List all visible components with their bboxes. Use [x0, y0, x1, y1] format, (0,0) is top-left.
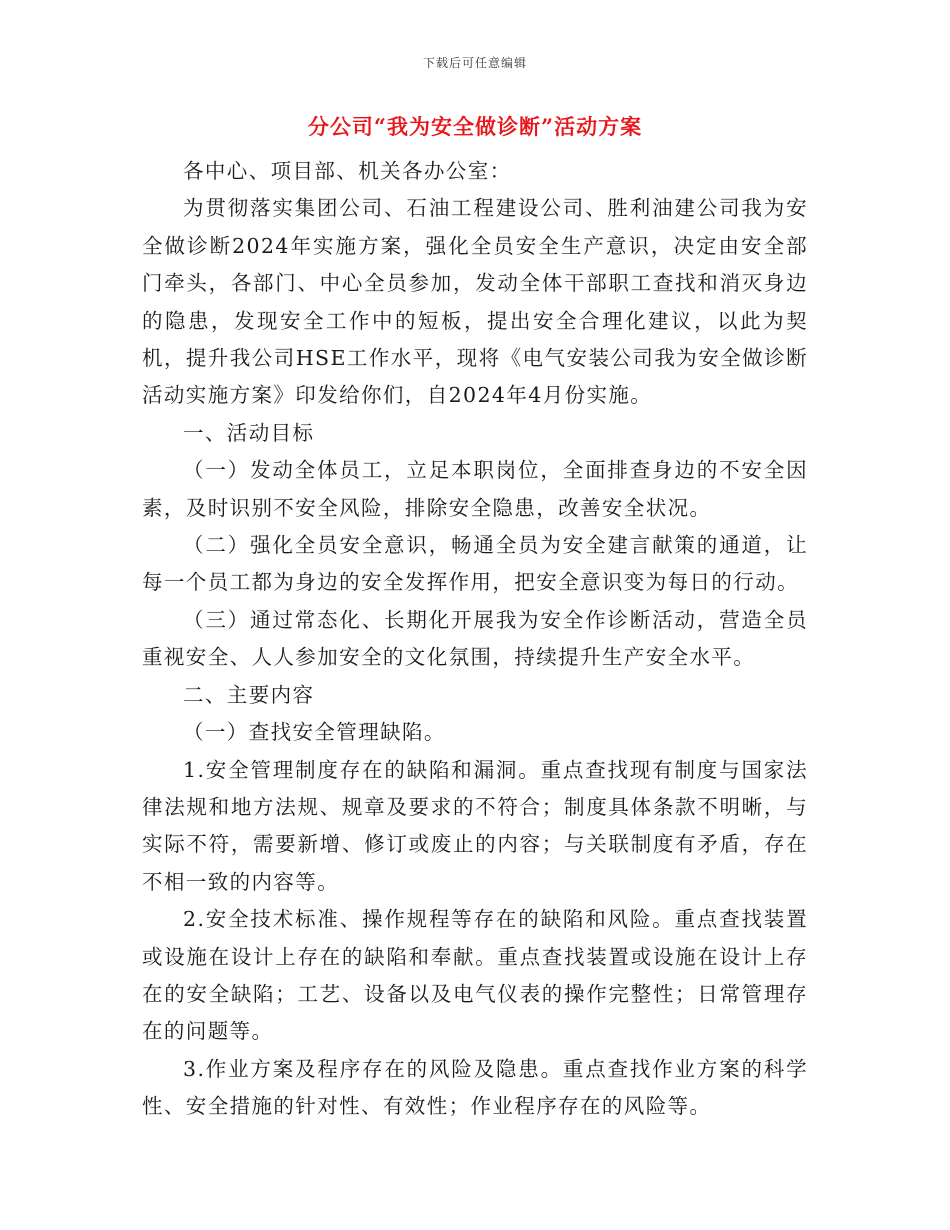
document-title: 分公司“我为安全做诊断”活动方案	[307, 114, 643, 139]
header-note: 下载后可任意编辑	[422, 56, 527, 70]
section-heading-content: 二、主要内容	[183, 682, 315, 707]
content-item-1: 1.安全管理制度存在的缺陷和漏洞。重点查找现有制度与国家法律法规和地方法规、规章及要求的不符合；制度具体条款不明晰，与实际不符，需要新增、修订或废止的内容；与关联制度有矛盾，存在不相一致的内容等。	[142, 757, 808, 894]
goal-item-2: （二）强化全员安全意识，畅通全员为安全建言献策的通道，让每一个员工都为身边的安全发挥作用，把安全意识变为每日的行动。	[142, 533, 808, 595]
content-item-2: 2.安全技术标准、操作规程等存在的缺陷和风险。重点查找装置或设施在设计上存在的缺陷和奉献。重点查找装置或设施在设计上存在的安全缺陷；工艺、设备以及电气仪表的操作完整性；日常管理存在的问题等。	[142, 907, 808, 1044]
section-heading-goals: 一、活动目标	[183, 420, 315, 445]
intro-paragraph: 为贯彻落实集团公司、石油工程建设公司、胜利油建公司我为安全做诊断2024年实施方案，强化全员安全生产意识，决定由安全部门牵头，各部门、中心全员参加，发动全体干部职工查找和消灭身边的隐患，发现安全工作中的短板，提出安全合理化建议，以此为契机，提升我公司HSE工作水平，现将《电气安装公司我为安全做诊断活动实施方案》印发给你们，自2024年4月份实施。	[142, 196, 808, 408]
goal-item-3: （三）通过常态化、长期化开展我为安全作诊断活动，营造全员重视安全、人人参加安全的文化氛围，持续提升生产安全水平。	[142, 607, 808, 670]
goal-item-1: （一）发动全体员工，立足本职岗位，全面排查身边的不安全因素，及时识别不安全风险，排除安全隐患，改善安全状况。	[142, 458, 808, 520]
salutation: 各中心、项目部、机关各办公室：	[183, 159, 512, 183]
subsection-heading-1: （一）查找安全管理缺陷。	[183, 720, 446, 745]
content-item-3: 3.作业方案及程序存在的风险及隐患。重点查找作业方案的科学性、安全措施的针对性、有效性；作业程序存在的风险等。	[142, 1056, 808, 1119]
document-body	[142, 153, 808, 1126]
